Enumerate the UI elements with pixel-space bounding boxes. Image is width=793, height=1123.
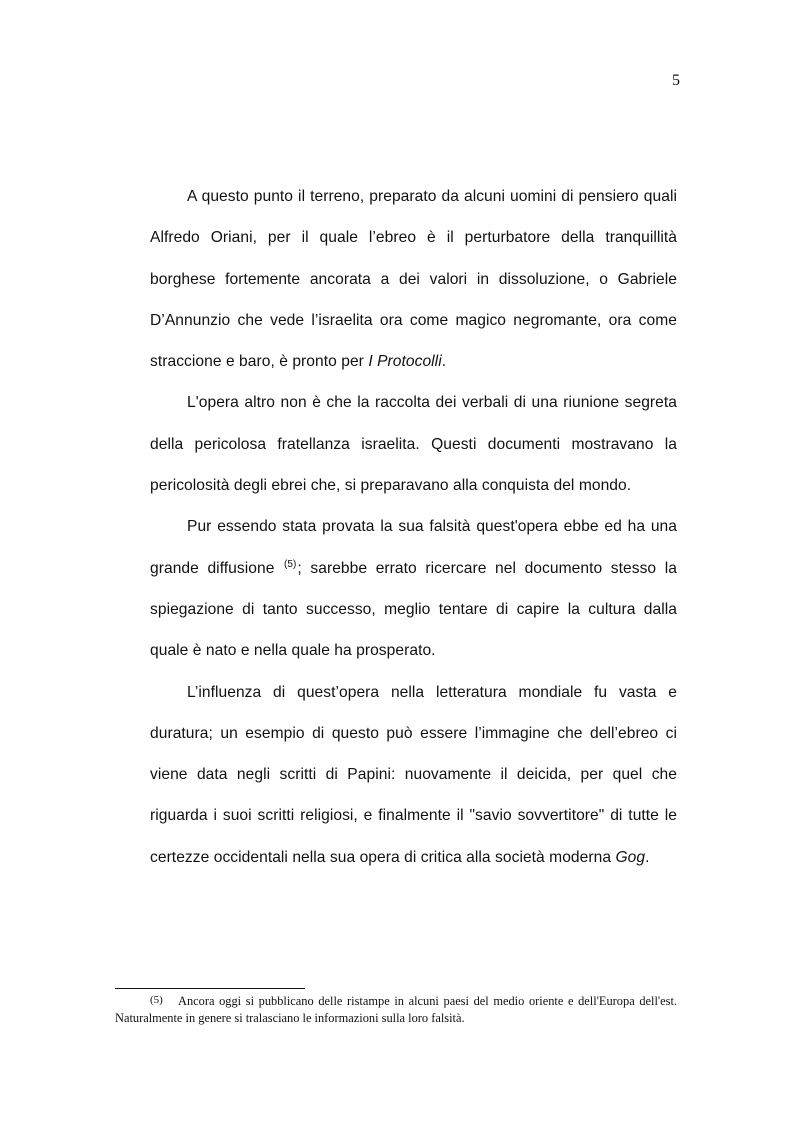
paragraph-4-text: L’influenza di quest’opera nella letteratura mondiale fu vasta e duratura; un esempio di questo può essere l’immagine che dell’ebreo ci viene data negli scritti di Papini: nuovamente il deicida, per quel che riguarda i suoi scritti religiosi, e finalmente il "savio sovvertitore" di tutte le certezze occidentali nella sua opera di critica alla società moderna [150,683,677,866]
footnote-number: (5) [150,994,163,1006]
paragraph-1-text: A questo punto il terreno, preparato da alcuni uomini di pensiero quali Alfredo Oriani, per il quale l’ebreo è il perturbatore della tranquillità borghese fortemente ancorata a dei valori in dissoluzione, o Gabriele D’Annunzio che vede l’israelita ora come magico negromante, ora come straccione e baro, è pronto per [150,188,677,371]
paragraph-3-text: Pur essendo stata provata la sua falsità quest'opera ebbe ed ha una grande diffusione [150,518,677,577]
footnote-divider [115,988,305,989]
footnote [115,993,677,1027]
paragraph-2: L'opera altro non è che la raccolta dei verbali di una riunione segreta della pericolosa fratellanza israelita. Questi documenti mostravano la pericolosità degli ebrei che, si preparavano alla conquista del mondo. [150,394,677,495]
paragraph-1 [150,176,677,382]
footnote-text: Ancora oggi si pubblicano delle ristampe in alcuni paesi del medio oriente e dell'Europa dell'est. Naturalmente in genere si tralasciano le informazioni sulla loro falsità. [115,994,677,1025]
paragraph-4-end: . [645,848,650,866]
page-number: 5 [672,72,680,89]
paragraph-1-end: . [441,353,447,371]
body-text [150,176,677,878]
paragraph-4 [150,672,677,878]
title-gog: Gog [615,848,646,866]
footnote-reference: (5) [284,558,297,570]
title-i-protocolli: I Protocolli [368,353,442,371]
paragraph-3 [150,506,677,671]
paragraph-3-end: ; sarebbe errato ricercare nel documento stesso la spiegazione di tanto successo, meglio tentare di capire la cultura dalla quale è nato e nella quale ha prosperato. [150,559,677,660]
